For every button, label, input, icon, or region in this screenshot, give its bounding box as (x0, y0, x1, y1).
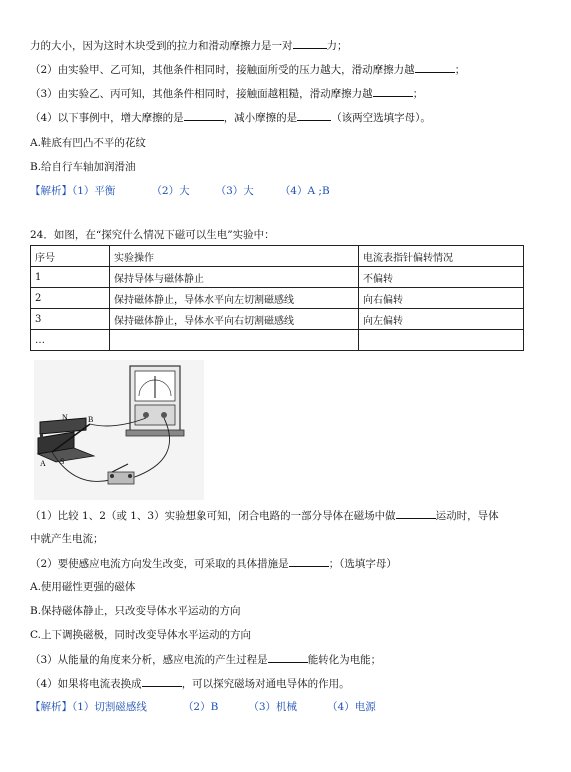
header-cell: 实验操作 (110, 246, 359, 267)
table-row (31, 330, 524, 351)
q24-part3-text: （3）从能量的角度来分析，感应电流的产生过程是 (30, 654, 268, 666)
experiment-diagram (34, 360, 204, 500)
q23-line1-text: 力的大小，因为这时木块受到的拉力和滑动摩擦力是一对 (30, 40, 293, 52)
answer-blank (293, 38, 327, 49)
label-b: B (88, 415, 94, 424)
table-cell: … (31, 330, 110, 351)
experiment-figure (34, 360, 204, 500)
answer-blank (415, 62, 455, 73)
q23-option-a: A.鞋底有凹凸不平的花纹 (30, 137, 146, 149)
q24-answer (30, 700, 376, 714)
q24-part1 (30, 508, 499, 523)
q24-part4-suffix: ，可以探究磁场对通电导体的作用。 (181, 678, 350, 690)
q24-part3 (30, 652, 381, 667)
q23-line4-suffix: （该两空选填字母）。 (331, 112, 431, 124)
table-cell (359, 330, 524, 351)
q23-answer (30, 184, 330, 198)
table-cell: 1 (31, 267, 110, 288)
answer-tag: 【解析】 (30, 185, 72, 197)
table-cell: 保持导体与磁体静止 (110, 267, 359, 288)
q23-line2-suffix: ； (454, 64, 466, 76)
header-cell: 电流表指针偏转情况 (359, 246, 524, 267)
q24-part2-suffix: ；（选填字母） (328, 558, 397, 570)
q23-line4 (30, 110, 431, 125)
q23-line3-text: （3）由实验乙、丙可知，其他条件相同时，接触面越粗糙，滑动摩擦力越 (30, 88, 373, 100)
q24-answer-4: （4）电源 (327, 701, 376, 713)
q23-option-b: B.给自行车轴加润滑油 (30, 161, 136, 173)
label-a: A (40, 459, 46, 468)
table-cell: 不偏转 (359, 267, 524, 288)
q23-line1 (30, 38, 348, 53)
q24-part4-text: （4）如果将电流表换成 (30, 678, 142, 690)
table-cell: 2 (31, 288, 110, 309)
table-header-row (31, 246, 524, 267)
answer-blank (396, 508, 436, 519)
q23-line4-mid: ，减小摩擦的是 (223, 112, 298, 124)
q24-option-c: C.上下调换磁极，同时改变导体水平运动的方向 (30, 629, 251, 641)
header-cell: 序号 (31, 246, 110, 267)
table-cell: 向左偏转 (359, 309, 524, 330)
table-cell: 保持磁体静止，导体水平向右切割磁感线 (110, 309, 359, 330)
label-n: N (62, 413, 68, 422)
q24-answer-1: （1）切割磁感线 (72, 701, 147, 713)
q24-option-b: B.保持磁体静止，只改变导体水平运动的方向 (30, 605, 241, 617)
q24-part2-text: （2）要使感应电流方向发生改变，可采取的具体措施是 (30, 558, 289, 570)
answer-blank (373, 86, 413, 97)
q24-answer-3: （3）机械 (248, 701, 298, 713)
q24-part3-suffix: 能转化为电能； (307, 654, 382, 666)
table-cell (110, 330, 359, 351)
table-row (31, 309, 524, 330)
answer-blank (184, 110, 224, 121)
q23-answer-4: （4）A ;B (279, 185, 330, 197)
q23-line3-suffix: ； (412, 88, 424, 100)
galvanometer-icon (126, 366, 184, 436)
experiment-table (30, 245, 524, 351)
q23-answer-2: （2）大 (151, 185, 190, 197)
q24-part1-text: （1）比较 1、2（或 1、3）实验想象可知，闭合电路的一部分导体在磁场中做 (30, 510, 396, 522)
q24-option-a: A.使用磁性更强的磁体 (30, 581, 136, 593)
answer-blank (289, 556, 329, 567)
q24-part1b: 中就产生电流； (30, 533, 104, 545)
q23-line2-text: （2）由实验甲、乙可知，其他条件相同时，接触面所受的压力越大，滑动摩擦力越 (30, 64, 415, 76)
q23-answer-1: （1）平衡 (72, 185, 116, 197)
answer-blank (297, 110, 331, 121)
q23-line2 (30, 62, 465, 77)
table-cell: 向右偏转 (359, 288, 524, 309)
table-cell: 3 (31, 309, 110, 330)
q23-line4-text: （4）以下事例中，增大摩擦的是 (30, 112, 184, 124)
label-s: S (60, 457, 65, 466)
q23-answer-3: （3）大 (215, 185, 254, 197)
table-row (31, 267, 524, 288)
q24-part2 (30, 556, 397, 571)
q24-part1-suffix: 运动时，导体 (435, 510, 499, 522)
answer-tag: 【解析】 (30, 701, 72, 713)
answer-blank (142, 676, 182, 687)
answer-blank (268, 652, 308, 663)
table-cell: 保持磁体静止，导体水平向左切割磁感线 (110, 288, 359, 309)
q23-line1-suffix: 力； (326, 40, 348, 52)
q23-line3 (30, 86, 423, 101)
table-row (31, 288, 524, 309)
q24-answer-2: （2）B (182, 701, 219, 713)
q24-part4 (30, 676, 350, 691)
q24-title: 24．如图，在“探究什么情况下磁可以生电”实验中： (30, 229, 275, 241)
